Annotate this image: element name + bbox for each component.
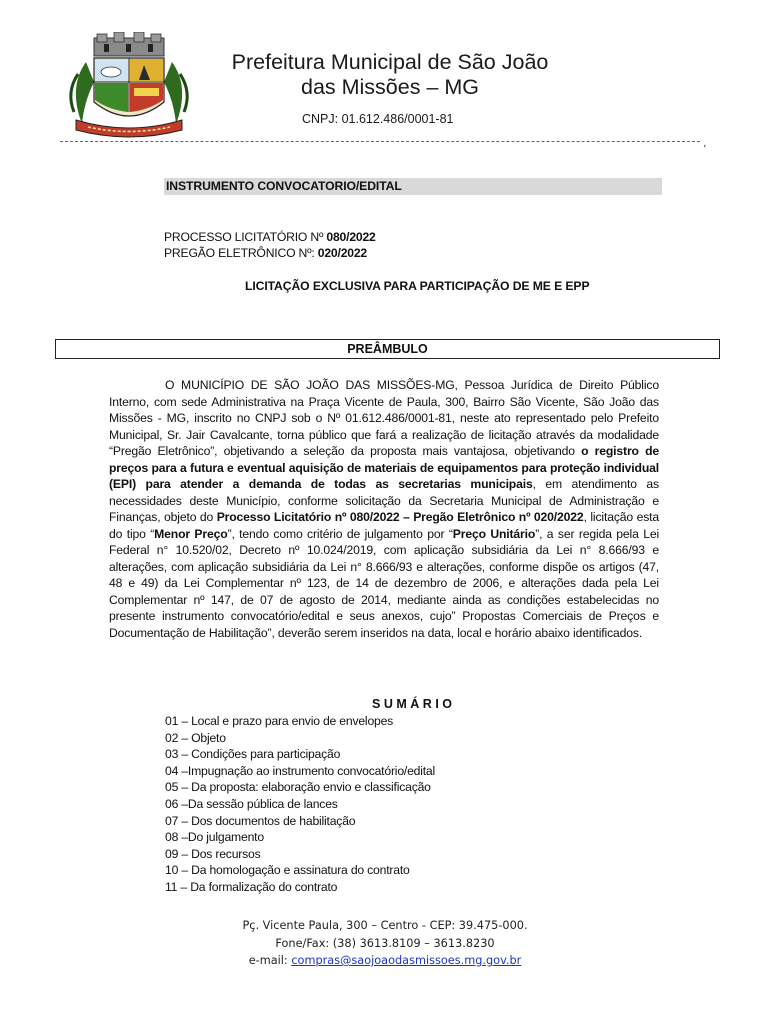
process-number-line xyxy=(164,229,376,245)
preambulo-text-2: , em atendimento as necessidades deste Município, conforme solicitação da Secretaria Municipal de Administração e Finanças, objeto do xyxy=(109,477,659,524)
sumario-item: 08 –Do julgamento xyxy=(165,830,264,845)
preambulo-bold-type: Menor Preço xyxy=(154,526,228,541)
footer-email-label: e-mail: xyxy=(248,954,292,967)
sumario-item: 03 – Condições para participação xyxy=(165,747,341,762)
sumario-list xyxy=(165,713,435,896)
preambulo-text-4: ”, tendo como critério de julgamento por “ xyxy=(227,526,453,541)
preambulo-heading: PREÂMBULO xyxy=(55,339,720,359)
sumario-item: 05 – Da proposta: elaboração envio e classificação xyxy=(165,780,431,795)
preambulo-bold-process: Processo Licitatório nº 080/2022 – Pregão Eletrônico nº 020/2022 xyxy=(216,510,584,524)
sumario-title: SUMÁRIO xyxy=(372,697,456,711)
preambulo-text-5: ”, a ser regida pela Lei Federal n° 10.520/02, Decreto nº 10.024/2019, com aplicação subsidiária da Lei n° 8.666/93 e alterações, com aplicação subsidiária da Lei n° 8.666/93 e alterações, conforme dispõe os artigos (47, 48 e 49) da Lei Complementar nº 123, de 14 de dezembro de 2006, e alterações dada pela Lei Complementar nº 147, de 07 de agosto de 2014, mediante ainda as condições estabelecidas no presente instrumento convocatório/edital e seus anexos, cujo” Propostas Comerciais de Preços e Documentação de Habilitação”, deverão serem inseridos na data, local e horário abaixo identificados. xyxy=(109,526,660,640)
footer-email-link[interactable]: compras@saojoaodasmissoes.mg.gov.br xyxy=(291,954,522,967)
footer-email-line xyxy=(190,952,580,970)
sumario-item: 06 –Da sessão pública de lances xyxy=(165,796,338,811)
divider-tick-mark: ، xyxy=(703,139,707,150)
instrument-heading: INSTRUMENTO CONVOCATORIO/EDITAL xyxy=(164,178,662,195)
process-label: PROCESSO LICITATÓRIO Nº xyxy=(164,230,327,244)
header-cnpj: CNPJ: 01.612.486/0001-81 xyxy=(302,112,454,126)
sumario-item: 07 – Dos documentos de habilitação xyxy=(165,813,356,828)
preambulo-bold-object: o registro de preços para a futura e eventual aquisição de materiais de equipamentos para proteção individual (EPI) para atender a demanda de todas as secretarias municipais xyxy=(109,444,660,491)
municipal-crest-icon xyxy=(64,32,194,140)
municipality-title-line2: das Missões – MG xyxy=(300,75,480,99)
sumario-item: 09 – Dos recursos xyxy=(165,846,261,861)
sumario-item: 01 – Local e prazo para envio de envelopes xyxy=(165,714,394,728)
pregao-label: PREGÃO ELETRÔNICO Nº: xyxy=(164,246,318,260)
pregao-number-line xyxy=(164,245,376,261)
process-number: 080/2022 xyxy=(326,230,376,244)
preambulo-text-3: , licitação esta do tipo “ xyxy=(109,510,660,541)
sumario-item: 11 – Da formalização do contrato xyxy=(165,879,338,894)
header-divider xyxy=(60,141,700,142)
preambulo-text-1: O MUNICÍPIO DE SÃO JOÃO DAS MISSÕES-MG, Pessoa Jurídica de Direito Público Interno, com sede Administrativa na Praça Vicente de Paula, 300, Bairro São Vicente, São João das Missões - MG, inscrito no CNPJ sob o Nº 01.612.486/0001-81, neste ato representado pelo Prefeito Municipal, Sr. Jair Cavalcante, torna público que fará a realização de licitação através da modalidade “Pregão Eletrônico”, objetivando a seleção da proposta mais vantajosa, objetivando xyxy=(109,378,659,458)
footer xyxy=(190,917,580,970)
preambulo-bold-criteria: Preço Unitário xyxy=(452,526,536,541)
sumario-item: 04 –Impugnação ao instrumento convocatório/edital xyxy=(165,763,436,778)
exclusive-notice: LICITAÇÃO EXCLUSIVA PARA PARTICIPAÇÃO DE ME E EPP xyxy=(245,279,590,293)
preambulo-paragraph xyxy=(109,377,659,641)
sumario-item: 02 – Objeto xyxy=(165,730,226,745)
process-info xyxy=(164,229,376,261)
pregao-number: 020/2022 xyxy=(317,246,368,260)
footer-address: Pç. Vicente Paula, 300 – Centro - CEP: 39.475-000. xyxy=(242,919,528,932)
municipality-title-line1: Prefeitura Municipal de São João xyxy=(231,50,549,74)
sumario-item: 10 – Da homologação e assinatura do contrato xyxy=(165,863,410,878)
municipality-title xyxy=(205,50,575,100)
footer-phone: Fone/Fax: (38) 3613.8109 – 3613.8230 xyxy=(275,936,495,950)
